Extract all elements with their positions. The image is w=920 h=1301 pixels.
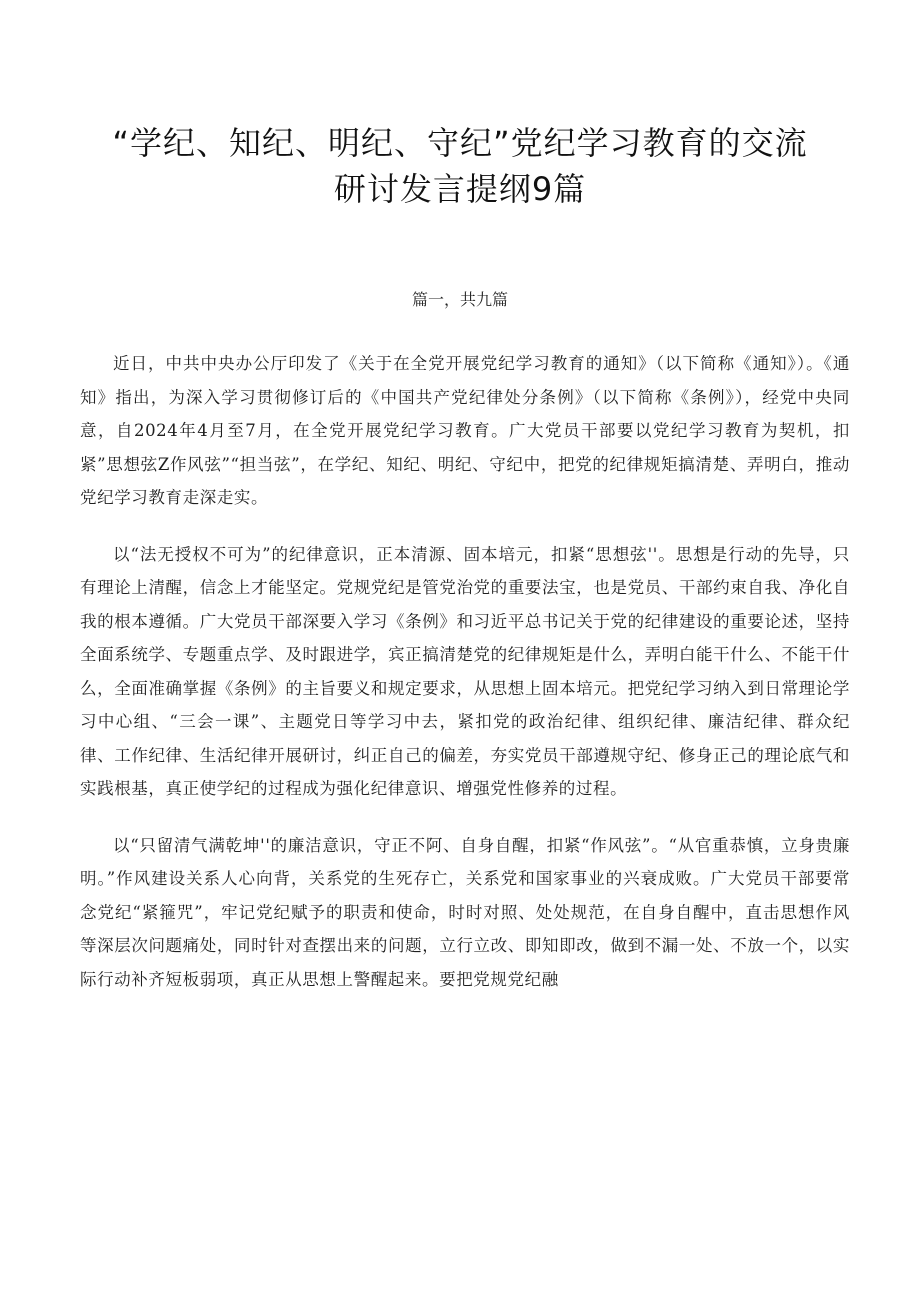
title-line-2: 研讨发言提纲9篇 [333, 170, 587, 208]
title-line-1: “学纪、知纪、明纪、守纪”党纪学习教育的交流 [112, 124, 808, 162]
paragraph-3: 以“只留清气满乾坤''的廉洁意识，守正不阿、自身自醒，扣紧“作风弦”。“从官重恭慎，立身贵廉明。”作风建设关系人心向背，关系党的生死存亡，关系党和国家事业的兴衰成败。广大党员干部要常念党纪“紧箍咒”，牢记党纪赋予的职责和使命，时时对照、处处规范，在自身自醒中，直击思想作风等深层次问题痛处，同时针对查摆出来的问题，立行立改、即知即改，做到不漏一处、不放一个，以实际行动补齐短板弱项，真正从思想上警醒起来。要把党规党纪融 [80, 835, 850, 989]
paragraph-2: 以“法无授权不可为”的纪律意识，正本清源、固本培元，扣紧“思想弦''。思想是行动的先导，只有理论上清醒，信念上才能坚定。党规党纪是管党治党的重要法宝，也是党员、干部约束自我、净化自我的根本遵循。广大党员干部深要入学习《条例》和习近平总书记关于党的纪律建设的重要论述，坚持全面系统学、专题重点学、及时跟进学，宾正搞清楚党的纪律规矩是什么，弄明白能干什么、不能干什么，全面准确掌握《条例》的主旨要义和规定要求，从思想上固本培元。把党纪学习纳入到日常理论学习中心组、“三会一课”、主题党日等学习中去，紧扣党的政治纪律、组织纪律、廉洁纪律、群众纪律、工作纪律、生活纪律开展研讨，纠正自己的偏差，夯实党员干部遵规守纪、修身正己的理论底气和实践根基，真正使学纪的过程成为强化纪律意识、增强党性修养的过程。 [80, 544, 850, 798]
document-title [60, 120, 860, 212]
section-subtitle: 篇一，共九篇 [411, 290, 508, 309]
document-body [80, 347, 850, 1019]
paragraph-1: 近日，中共中央办公厅印发了《关于在全党开展党纪学习教育的通知》（以下简称《通知》）。《通知》指出，为深入学习贯彻修订后的《中国共产党纪律处分条例》（以下简称《条例》），经党中央同意，自2024年4月至7月，在全党开展党纪学习教育。广大党员干部要以党纪学习教育为契机，扣紧”思想弦Z作风弦”“担当弦”，在学纪、知纪、明纪、守纪中，把党的纪律规矩搞清楚、弄明白，推动党纪学习教育走深走实。 [80, 354, 850, 507]
